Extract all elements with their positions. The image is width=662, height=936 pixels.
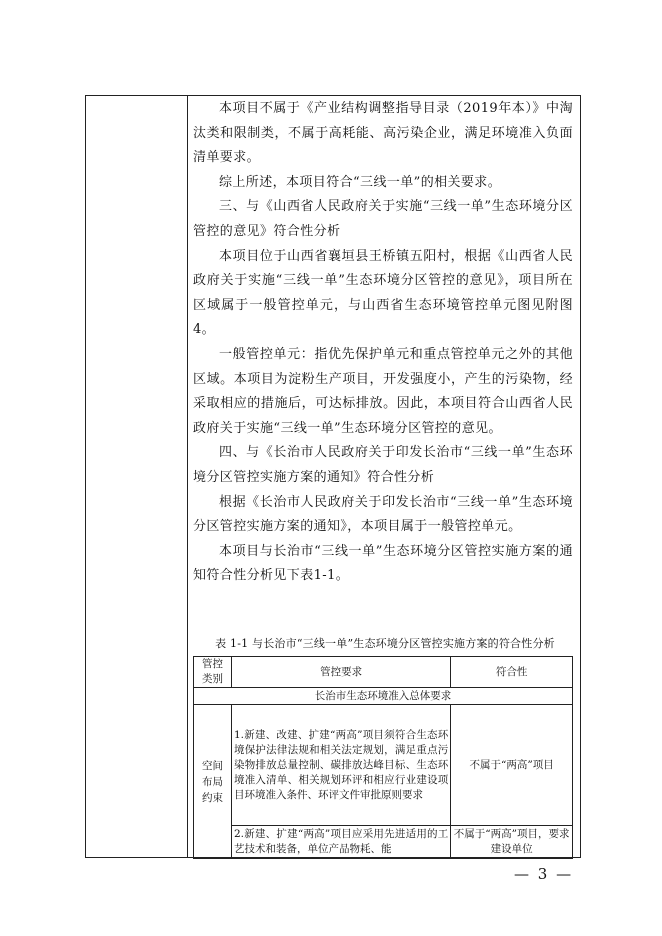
body-text [193,97,573,589]
table-row [194,826,573,859]
paragraph: 一般管控单元：指优先保护单元和重点管控单元之外的其他区域。本项目为淀粉生产项目，开发强度小，产生的污染物，经采取相应的措施后，可达标排放。因此，本项目符合山西省人民政府关于实施“三线一单”生态环境分区管控的意见。 [193,346,573,436]
category-cell [194,705,232,859]
outer-table-divider [187,96,188,857]
table-row [194,705,573,826]
compliance-cell: 不属于“两高”项目，要求建设单位 [451,826,573,859]
section-title-cell: 长治市生态环境准入总体要求 [194,688,573,705]
requirement-cell: 1.新建、改建、扩建“两高”项目须符合生态环境保护法律法规和相关法定规划，满足重点污染物排放总量控制、碳排放达峰目标、生态环境准入清单、相关规划环评和相应行业建设项目环境准入条件、环评文件审批原则要求 [231,705,450,826]
header-cell: 管控要求 [231,657,450,688]
paragraph: 本项目不属于《产业结构调整指导目录（2019年本）》中淘汰类和限制类，不属于高耗能、高污染企业，满足环境准入负面清单要求。 [193,101,573,166]
header-cell: 符合性 [451,657,573,688]
compliance-cell: 不属于“两高”项目 [451,705,573,826]
section-heading: 三、与《山西省人民政府关于实施“三线一单”生态环境分区管控的意见》符合性分析 [193,199,573,239]
header-category-label: 管控类别 [201,658,223,685]
table-header-row [194,657,573,688]
paragraph: 根据《长治市人民政府关于印发长治市“三线一单”生态环境分区管控实施方案的通知》，本项目属于一般管控单元。 [193,494,573,535]
paragraph: 本项目位于山西省襄垣县王桥镇五阳村，根据《山西省人民政府关于实施“三线一单”生态环境分区管控的意见》，项目所在区域属于一般管控单元，与山西省生态环境管控单元图见附图4。 [193,248,573,338]
requirement-cell: 2.新建、扩建“两高”项目应采用先进适用的工艺技术和装备，单位产品物耗、能 [231,826,450,859]
compliance-table [193,656,573,859]
category-label: 空间布局约束 [201,759,223,804]
table-caption: 表 1-1 与长治市“三线一单”生态环境分区管控实施方案的符合性分析 [215,637,555,650]
table-section-row [194,688,573,705]
header-cell [194,657,232,688]
paragraph: 本项目与长治市“三线一单”生态环境分区管控实施方案的通知符合性分析见下表1-1。 [193,543,573,584]
page-number: — 3 — [514,865,574,883]
paragraph: 综上所述，本项目符合“三线一单”的相关要求。 [219,174,502,190]
section-heading: 四、与《长治市人民政府关于印发长治市“三线一单”生态环境分区管控实施方案的通知》符合性分析 [193,445,573,485]
